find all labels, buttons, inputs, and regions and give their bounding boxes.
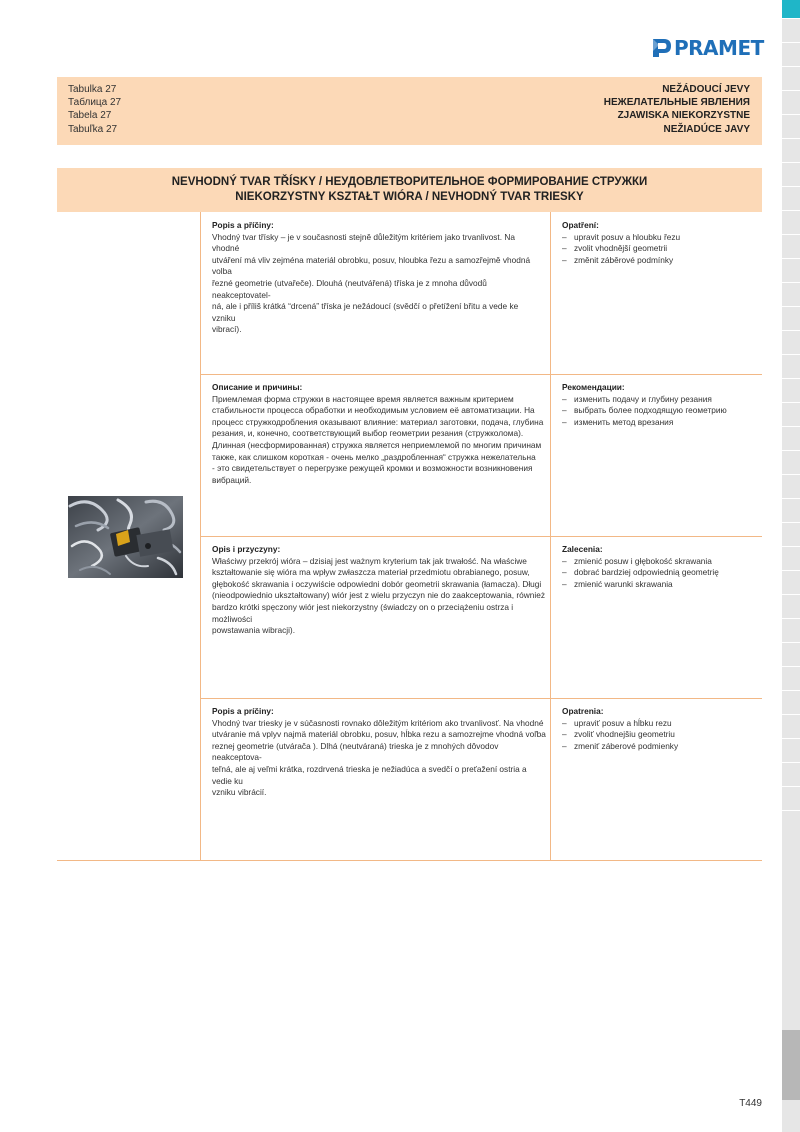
edge-strip-separator	[782, 618, 800, 619]
section-title-sk: NEŽIADÚCE JAVY	[663, 123, 750, 135]
description-cell-ru	[212, 382, 548, 486]
edge-strip-separator	[782, 522, 800, 523]
remedy-item: – выбрать более подходящую геометрию	[562, 405, 758, 417]
section-title-cs: NEŽÁDOUCÍ JEVY	[662, 84, 750, 95]
description-line: teľná, ale aj veľmi krátka, rozdrvená trieska je nežiadúca a svedčí o preťažení ostria a vedie ku	[212, 763, 527, 786]
remedy-item: – dobrać bardziej odpowiednią geometrię	[562, 567, 758, 579]
chapter-tab-strip	[782, 0, 800, 1132]
section-title-pl: ZJAWISKA NIEKORZYSTNE	[617, 110, 750, 122]
section-title-list	[604, 83, 750, 136]
description-line: - это свидетельствует о перегрузке режущей кромки и возможности возникновения	[212, 463, 533, 474]
row-divider-2	[200, 536, 762, 537]
edge-strip-separator	[782, 90, 800, 91]
edge-strip-separator	[782, 378, 800, 379]
edge-strip-separator	[782, 354, 800, 355]
row-divider-1	[200, 374, 762, 375]
description-line: вибраций.	[212, 474, 252, 485]
table-title-band	[57, 168, 762, 212]
description-heading: Popis a příčiny:	[212, 220, 274, 230]
edge-strip-base	[782, 0, 800, 1132]
table-label-ru: Таблица 27	[68, 97, 122, 109]
description-line: Właściwy przekrój wióra – dzisiaj jest ważnym kryterium tak jak trwałość. Na właściwe	[212, 555, 527, 566]
description-cell-pl	[212, 544, 548, 637]
edge-strip-current-chapter-tab	[782, 1030, 800, 1100]
chip-formation-photo	[68, 496, 183, 578]
edge-strip-separator	[782, 810, 800, 811]
edge-strip-separator	[782, 498, 800, 499]
edge-strip-separator	[782, 186, 800, 187]
edge-strip-separator	[782, 282, 800, 283]
remedy-heading: Zalecenia:	[562, 544, 603, 554]
edge-strip-separator	[782, 450, 800, 451]
section-title-ru: НЕЖЕЛАТЕЛЬНЫЕ ЯВЛЕНИЯ	[603, 97, 750, 109]
edge-strip-separator	[782, 690, 800, 691]
edge-strip-separator	[782, 18, 800, 19]
edge-strip-active-tab	[782, 0, 800, 18]
description-line: utváranie má vplyv najmä materiál obrobku, posuv, hĺbka rezu a samozrejme vhodná voľba	[212, 729, 546, 740]
pramet-logo-mark-icon	[652, 38, 672, 58]
edge-strip-separator	[782, 42, 800, 43]
edge-strip-separator	[782, 66, 800, 67]
remedy-item: – zmienić posuw i głębokość skrawania	[562, 556, 758, 568]
edge-strip-separator	[782, 546, 800, 547]
edge-strip-separator	[782, 162, 800, 163]
description-heading: Описание и причины:	[212, 382, 303, 392]
description-line: řezné geometrie (utvařeče). Dlouhá (neutvářená) tříska je z mnoha důvodů neakceptovatel-	[212, 277, 487, 300]
edge-strip-separator	[782, 642, 800, 643]
remedy-cell-pl	[562, 544, 758, 590]
remedy-heading: Рекомендации:	[562, 382, 625, 392]
row-divider-3	[200, 698, 762, 699]
remedy-item: – zmienić warunki skrawania	[562, 579, 758, 591]
header-band	[57, 77, 762, 145]
description-line: (nieodpowiednio ukształtowany) wiór jest z wielu przyczyn nie do zaakceptowania, również	[212, 590, 545, 601]
table-label-cs: Tabulka 27	[68, 84, 117, 95]
remedy-cell-cs	[562, 220, 758, 266]
edge-strip-separator	[782, 570, 800, 571]
description-line: powstawania wibracji).	[212, 625, 296, 636]
description-line: utváření má vliv zejména materiál obrobku, posuv, hloubka řezu a samozřejmě vhodná volba	[212, 254, 531, 277]
description-line: vzniku vibrácií.	[212, 787, 267, 798]
table-title-line-1: NEVHODNÝ TVAR TŘÍSKY / НЕУДОВЛЕТВОРИТЕЛЬНОЕ ФОРМИРОВАНИЕ СТРУЖКИ	[171, 176, 648, 188]
description-line: резания, и, конечно, соответствующий выбор геометрии резания (стружколома).	[212, 428, 524, 439]
remedy-item: – изменить метод врезания	[562, 417, 758, 429]
edge-strip-separator	[782, 402, 800, 403]
pramet-logo	[652, 37, 764, 59]
edge-strip-separator	[782, 786, 800, 787]
description-cell-sk	[212, 706, 548, 799]
remedy-list	[562, 232, 758, 267]
description-line: głębokość skrawania i oczywiście odpowiedni dobór geometrii skrawania (łamacza). Długi	[212, 578, 542, 589]
remedy-heading: Opatrenia:	[562, 706, 604, 716]
edge-strip-separator	[782, 714, 800, 715]
table-title-line-2: NIEKORZYSTNY KSZTAŁT WIÓRA / NEVHODNÝ TVAR TRIESKY	[235, 191, 584, 203]
description-line: bardzo krótki spęczony wiór jest niekorzystny (świadczy on o przeciążeniu ostrza i możliwości	[212, 601, 514, 624]
description-line: reznej geometrie (utvárača ). Dlhá (neutváraná) trieska je z mnohých dôvodov neakceptova-	[212, 740, 499, 763]
edge-strip-separator	[782, 474, 800, 475]
description-line: Vhodný tvar třísky – je v současnosti stejně důležitým kritériem jako trvanlivost. Na vhodné	[212, 231, 515, 254]
table-bottom-rule	[57, 860, 762, 861]
remedy-item: – zmeniť záberové podmienky	[562, 741, 758, 753]
edge-strip-separator	[782, 666, 800, 667]
edge-strip-separator	[782, 330, 800, 331]
description-line: Приемлемая форма стружки в настоящее время является важным критерием	[212, 393, 514, 404]
remedy-list	[562, 718, 758, 753]
remedy-item: – změnit záběrové podmínky	[562, 255, 758, 267]
page-number: T449	[739, 1098, 762, 1109]
description-line: Длинная (несформированная) стружка является неприемлемой по многим причинам	[212, 439, 542, 450]
edge-strip-separator	[782, 426, 800, 427]
remedy-item: – zvoliť vhodnejšiu geometriu	[562, 729, 758, 741]
remedy-item: – zvolit vhodnější geometrii	[562, 243, 758, 255]
remedy-item: – upraviť posuv a hĺbku rezu	[562, 718, 758, 730]
brand-name: PRAMET	[674, 36, 764, 60]
table-label-sk: Tabuľka 27	[68, 123, 118, 135]
remedy-cell-ru	[562, 382, 758, 428]
remedy-item: – изменить подачу и глубину резания	[562, 394, 758, 406]
description-line: vibrací).	[212, 324, 242, 335]
description-line: ná, ale i příliš krátká “drcená” tříska je nežádoucí (svědčí o přetížení břitu a vede ke vzniku	[212, 301, 519, 323]
remedy-list	[562, 556, 758, 591]
edge-strip-separator	[782, 738, 800, 739]
description-line: также, как слишком короткая - очень мелко „раздробленная“ стружка нежелательна	[212, 451, 536, 462]
edge-strip-separator	[782, 594, 800, 595]
description-line: стабильности процесса обработки и необходимым условием её автоматизации. На	[212, 405, 535, 416]
remedy-cell-sk	[562, 706, 758, 752]
remedy-heading: Opatření:	[562, 220, 599, 230]
table-label-list	[68, 83, 121, 136]
description-line: процесс стружкодробления оказывают влияние: материал заготовки, подача, глубина	[212, 416, 544, 427]
description-heading: Opis i przyczyny:	[212, 544, 281, 554]
edge-strip-separator	[782, 210, 800, 211]
edge-strip-separator	[782, 114, 800, 115]
table-label-pl: Tabela 27	[68, 110, 112, 122]
edge-strip-separator	[782, 306, 800, 307]
remedy-list	[562, 394, 758, 429]
edge-strip-separator	[782, 138, 800, 139]
description-line: kształtowanie się wióra ma wpływ zwłaszcza materiał przedmiotu obrabianego, posuw,	[212, 567, 530, 578]
description-line: Vhodný tvar triesky je v súčasnosti rovnako dôležitým kritériom ako trvanlivosť. Na vhodné	[212, 717, 544, 728]
edge-strip-separator	[782, 762, 800, 763]
edge-strip-separator	[782, 258, 800, 259]
edge-strip-separator	[782, 234, 800, 235]
description-heading: Popis a príčiny:	[212, 706, 274, 716]
description-cell-cs	[212, 220, 544, 336]
remedy-item: – upravit posuv a hloubku řezu	[562, 232, 758, 244]
